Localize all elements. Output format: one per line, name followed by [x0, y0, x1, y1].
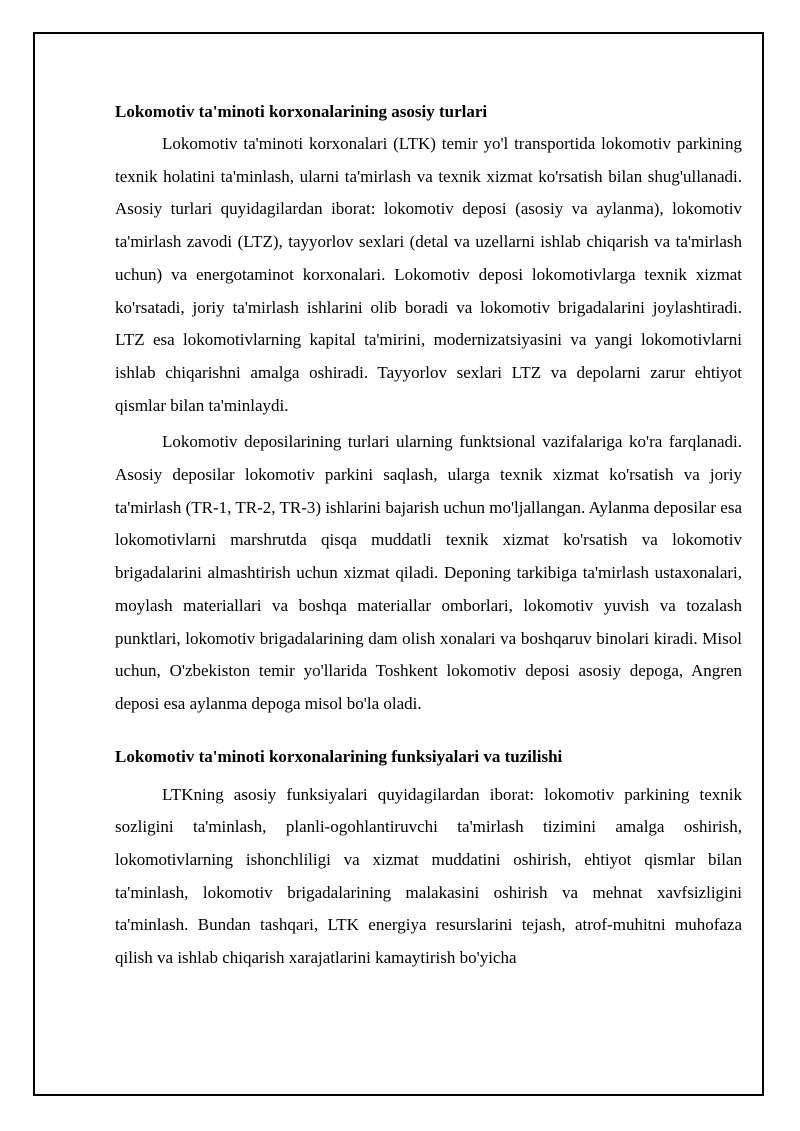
- document-body: [115, 96, 742, 975]
- paragraph-depot-types: Lokomotiv deposilarining turlari ularning funktsional vazifalariga ko'ra farqlanadi. Asosiy deposilar lokomotiv parkini saqlash, ularga texnik xizmat ko'rsatish va joriy ta'mirlash (TR-1, TR-2, TR-3) ishlarini bajarish uchun mo'ljallangan. Aylanma deposilar esa lokomotivlarni marshrutda qisqa muddatli texnik xizmat ko'rsatish va lokomotiv brigadalarini almashtirish uchun xizmat qiladi. Deponing tarkibiga ta'mirlash ustaxonalari, moylash materiallari va boshqa materiallar omborlari, lokomotiv yuvish va tozalash punktlari, lokomotiv brigadalarining dam olish xonalari va boshqaruv binolari kiradi. Misol uchun, O'zbekiston temir yo'llarida Toshkent lokomotiv deposi asosiy depoga, Angren deposi esa aylanma depoga misol bo'la oladi.: [115, 432, 742, 713]
- paragraph-ltk-overview: Lokomotiv ta'minoti korxonalari (LTK) temir yo'l transportida lokomotiv parkining texnik holatini ta'minlash, ularni ta'mirlash va texnik xizmat ko'rsatish bilan shug'ullanadi. Asosiy turlari quyidagilardan iborat: lokomotiv deposi (asosiy va aylanma), lokomotiv ta'mirlash zavodi (LTZ), tayyorlov sexlari (detal va uzellarni ishlab chiqarish va ta'mirlash uchun) va energotaminot korxonalari. Lokomotiv deposi lokomotivlarga texnik xizmat ko'rsatadi, joriy ta'mirlash ishlarini olib boradi va lokomotiv brigadalarini joylashtiradi. LTZ esa lokomotivlarning kapital ta'mirini, modernizatsiyasini va yangi lokomotivlarni ishlab chiqarishni amalga oshiradi. Tayyorlov sexlari LTZ va depolarni zarur ehtiyot qismlar bilan ta'minlaydi.: [115, 134, 742, 415]
- paragraph-ltk-functions: LTKning asosiy funksiyalari quyidagilardan iborat: lokomotiv parkining texnik sozligini ta'minlash, planli-ogohlantiruvchi ta'mirlash tizimini amalga oshirish, lokomotivlarning ishonchliligi va xizmat muddatini oshirish, ehtiyot qismlar bilan ta'minlash, lokomotiv brigadalarining malakasini oshirish va mehnat xavfsizligini ta'minlash. Bundan tashqari, LTK energiya resurslarini tejash, atrof-muhitni muhofaza qilish va ishlab chiqarish xarajatlarini kamaytirish bo'yicha: [115, 784, 742, 968]
- section-heading-functions: Lokomotiv ta'minoti korxonalarining funksiyalari va tuzilishi: [115, 746, 563, 766]
- section-heading-types: Lokomotiv ta'minoti korxonalarining asosiy turlari: [115, 102, 488, 121]
